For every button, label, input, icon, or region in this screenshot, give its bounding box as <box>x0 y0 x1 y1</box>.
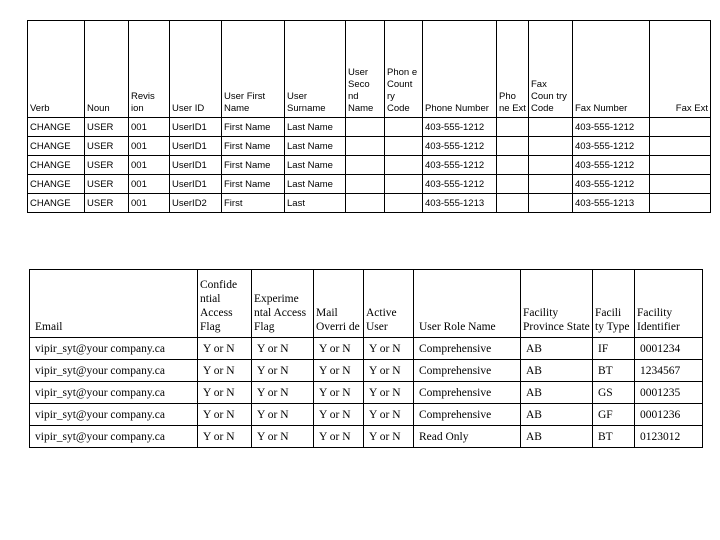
table-cell <box>529 118 573 137</box>
table-cell: 403-555-1212 <box>573 137 650 156</box>
table-cell: 001 <box>129 137 170 156</box>
column-header: Facility Identifier <box>635 270 703 338</box>
table-header-row <box>28 21 711 118</box>
table-cell: Y or N <box>314 404 364 426</box>
table-cell: UserID2 <box>170 194 222 213</box>
table-cell: USER <box>85 118 129 137</box>
column-header: Pho ne Ext <box>497 21 529 118</box>
table-cell: BT <box>593 360 635 382</box>
table-cell: vipir_syt@your company.ca <box>30 360 198 382</box>
table-cell: USER <box>85 194 129 213</box>
column-header: Experime ntal Access Flag <box>252 270 314 338</box>
table-cell: UserID1 <box>170 137 222 156</box>
table-cell: Y or N <box>198 338 252 360</box>
table-cell: First Name <box>222 175 285 194</box>
column-header: Active User <box>364 270 414 338</box>
column-header: Phon e Count ry Code <box>385 21 423 118</box>
table-cell: vipir_syt@your company.ca <box>30 338 198 360</box>
column-header: Mail Overri de <box>314 270 364 338</box>
table-cell <box>650 156 711 175</box>
table-cell: Y or N <box>314 360 364 382</box>
table-cell <box>650 194 711 213</box>
table-row <box>28 175 711 194</box>
table-cell <box>529 137 573 156</box>
table-cell: 403-555-1213 <box>573 194 650 213</box>
column-header: Confide ntial Access Flag <box>198 270 252 338</box>
table-cell <box>650 175 711 194</box>
table-cell: CHANGE <box>28 137 85 156</box>
column-header: User Seco nd Name <box>346 21 385 118</box>
table-row <box>28 156 711 175</box>
user-access-table <box>29 269 703 448</box>
table-cell: Last Name <box>285 118 346 137</box>
table-cell <box>497 118 529 137</box>
table-cell: Y or N <box>252 360 314 382</box>
table-cell: IF <box>593 338 635 360</box>
table-cell <box>529 175 573 194</box>
table-cell: Last Name <box>285 156 346 175</box>
table-cell: 0001235 <box>635 382 703 404</box>
table-cell: Y or N <box>364 404 414 426</box>
table-row <box>28 137 711 156</box>
table-cell: vipir_syt@your company.ca <box>30 426 198 448</box>
table-cell <box>385 175 423 194</box>
column-header: Revis ion <box>129 21 170 118</box>
table-cell <box>346 194 385 213</box>
table-cell: AB <box>521 426 593 448</box>
table-cell: 403-555-1212 <box>423 118 497 137</box>
table-cell: Last <box>285 194 346 213</box>
table-cell: 403-555-1212 <box>423 156 497 175</box>
table-cell: 1234567 <box>635 360 703 382</box>
table-cell: Y or N <box>364 382 414 404</box>
table-row <box>28 194 711 213</box>
table-cell: Y or N <box>364 426 414 448</box>
column-header: Facili ty Type <box>593 270 635 338</box>
table-cell <box>346 175 385 194</box>
table-cell <box>650 137 711 156</box>
table-cell: 0001236 <box>635 404 703 426</box>
table-cell <box>497 156 529 175</box>
column-header: Phone Number <box>423 21 497 118</box>
table-cell: CHANGE <box>28 118 85 137</box>
column-header: Fax Coun try Code <box>529 21 573 118</box>
table-cell: Y or N <box>252 382 314 404</box>
table-cell <box>529 156 573 175</box>
table-cell: Y or N <box>314 426 364 448</box>
table-cell <box>497 137 529 156</box>
table-cell: First Name <box>222 137 285 156</box>
table-cell: 403-555-1212 <box>573 118 650 137</box>
table-row <box>30 404 703 426</box>
table-cell: USER <box>85 156 129 175</box>
table-cell: First Name <box>222 118 285 137</box>
table-cell <box>346 118 385 137</box>
table-cell: vipir_syt@your company.ca <box>30 404 198 426</box>
table-cell: Comprehensive <box>414 338 521 360</box>
table-row <box>28 118 711 137</box>
table-cell: Y or N <box>252 338 314 360</box>
table-cell: Y or N <box>314 382 364 404</box>
table-cell: 403-555-1212 <box>423 175 497 194</box>
table-cell: Last Name <box>285 137 346 156</box>
table-cell <box>650 118 711 137</box>
table-cell: 001 <box>129 175 170 194</box>
table-cell: 403-555-1212 <box>573 175 650 194</box>
table-cell: Y or N <box>364 360 414 382</box>
table-cell: First <box>222 194 285 213</box>
table-cell: Y or N <box>198 426 252 448</box>
column-header: User Role Name <box>414 270 521 338</box>
table-row <box>30 426 703 448</box>
table-cell: AB <box>521 338 593 360</box>
table-cell <box>385 156 423 175</box>
table-cell: Y or N <box>198 360 252 382</box>
table-cell: BT <box>593 426 635 448</box>
table-cell: UserID1 <box>170 175 222 194</box>
table-cell <box>497 175 529 194</box>
table-cell: CHANGE <box>28 156 85 175</box>
table-cell: USER <box>85 175 129 194</box>
table-cell <box>346 156 385 175</box>
table-cell: 0001234 <box>635 338 703 360</box>
table-cell: Y or N <box>252 404 314 426</box>
table-cell: UserID1 <box>170 118 222 137</box>
table-cell: Y or N <box>314 338 364 360</box>
table-cell <box>497 194 529 213</box>
table-cell <box>529 194 573 213</box>
column-header: User First Name <box>222 21 285 118</box>
table-header-row <box>30 270 703 338</box>
table-cell: CHANGE <box>28 194 85 213</box>
column-header: Verb <box>28 21 85 118</box>
table-cell: Comprehensive <box>414 404 521 426</box>
table-cell: Y or N <box>198 382 252 404</box>
table-cell: First Name <box>222 156 285 175</box>
column-header: Noun <box>85 21 129 118</box>
table-row <box>30 360 703 382</box>
table-cell: Last Name <box>285 175 346 194</box>
table-cell <box>346 137 385 156</box>
table-cell: Y or N <box>252 426 314 448</box>
table-cell: GS <box>593 382 635 404</box>
table-cell: 403-555-1212 <box>423 137 497 156</box>
table-cell: 403-555-1212 <box>573 156 650 175</box>
table-cell: UserID1 <box>170 156 222 175</box>
column-header: User ID <box>170 21 222 118</box>
column-header: Fax Number <box>573 21 650 118</box>
table-cell: AB <box>521 404 593 426</box>
table-cell: 403-555-1213 <box>423 194 497 213</box>
table-cell: CHANGE <box>28 175 85 194</box>
table-cell: 001 <box>129 118 170 137</box>
table-cell: Comprehensive <box>414 360 521 382</box>
column-header: Fax Ext <box>650 21 711 118</box>
user-contact-table <box>27 20 711 213</box>
table-cell <box>385 137 423 156</box>
table-cell: GF <box>593 404 635 426</box>
table-cell: Comprehensive <box>414 382 521 404</box>
table-cell <box>385 118 423 137</box>
table-cell: 001 <box>129 194 170 213</box>
table-cell: AB <box>521 360 593 382</box>
table-cell: vipir_syt@your company.ca <box>30 382 198 404</box>
column-header: Facility Province State <box>521 270 593 338</box>
table-cell: Y or N <box>364 338 414 360</box>
table-row <box>30 382 703 404</box>
table-cell: USER <box>85 137 129 156</box>
table-cell: AB <box>521 382 593 404</box>
table-cell: Read Only <box>414 426 521 448</box>
table-cell: Y or N <box>198 404 252 426</box>
table-cell: 0123012 <box>635 426 703 448</box>
table-row <box>30 338 703 360</box>
table-cell <box>385 194 423 213</box>
table-cell: 001 <box>129 156 170 175</box>
column-header: Email <box>30 270 198 338</box>
column-header: User Surname <box>285 21 346 118</box>
